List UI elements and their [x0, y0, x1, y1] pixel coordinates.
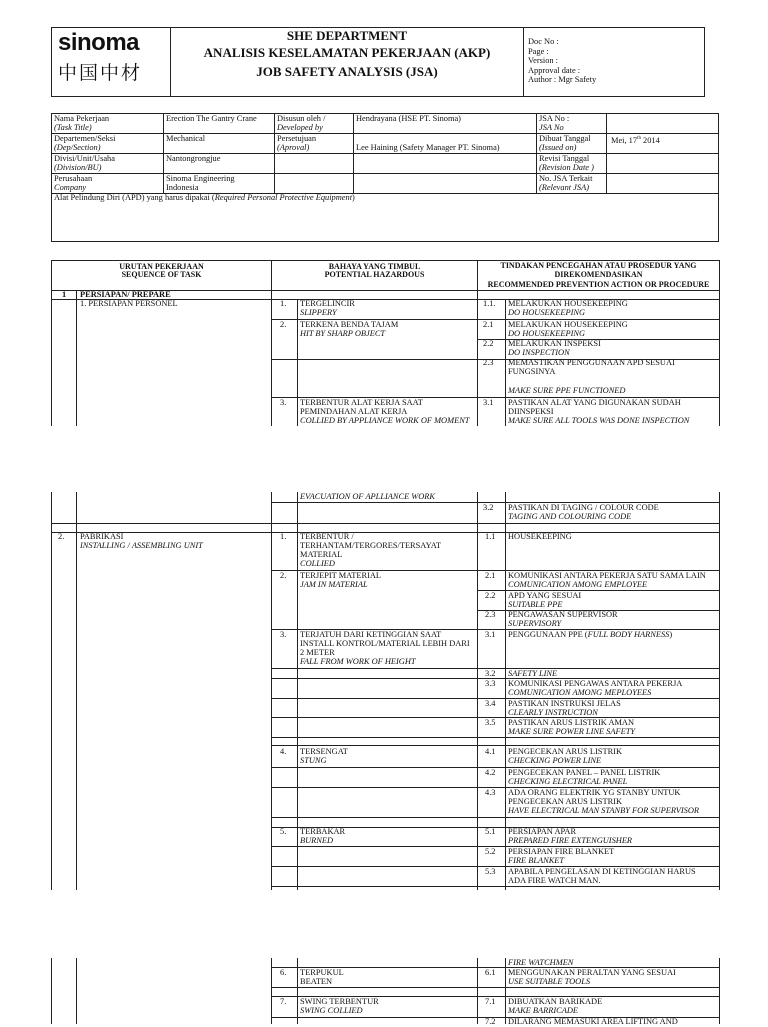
- s2-h2-id: TERJEPIT MATERIAL: [300, 571, 382, 580]
- doc-page: Page :: [528, 46, 549, 56]
- sec2-title-en: INSTALLING / ASSEMBLING UNIT: [80, 541, 203, 550]
- s2-a32-no: 3.2: [485, 669, 496, 678]
- approval-value: Lee Haining (Safety Manager PT. Sinoma): [356, 143, 500, 152]
- logo-latin-text: sinoma: [58, 29, 140, 56]
- s2-a53-id1: APABILA PENGELASAN DI KETINGGIAN HARUS: [508, 867, 696, 876]
- s1-h3-no: 3.: [280, 398, 287, 407]
- s2-a42-id: PENGECEKAN PANEL – PANEL LISTRIK: [508, 768, 661, 777]
- company-label: Perusahaan: [54, 174, 93, 183]
- s1-a22-id: MELAKUKAN INSPEKSI: [508, 339, 601, 348]
- doc-no: Doc No :: [528, 37, 559, 46]
- s2-a31-close: ): [669, 630, 673, 639]
- s1-h2-no: 2.: [280, 320, 287, 329]
- division-value: Nantongrongjue: [166, 154, 221, 163]
- s2-a35-en: MAKE SURE POWER LINE SAFETY: [508, 727, 636, 736]
- s1-a23-id1: MEMASTIKAN PENGGUNAAN APD SESUAI: [508, 358, 675, 367]
- s2-a43-id1: ADA ORANG ELEKTRIK YG STANBY UNTUK: [508, 788, 681, 797]
- dept-value: Mechanical: [166, 134, 206, 143]
- logo-chinese-text: 中国中材: [58, 62, 143, 84]
- s2-a41-id: PENGECEKAN ARUS LISTRIK: [508, 747, 622, 756]
- task-title-label: Nama Pekerjaan: [54, 114, 110, 123]
- s1-a21-no: 2.1: [483, 320, 494, 329]
- s2-a43-en: HAVE ELECTRICAL MAN STANBY FOR SUPERVISOR: [508, 806, 700, 815]
- sec1-no: 1: [62, 290, 67, 299]
- s2-a23-id: PENGAWASAN SUPERVISOR: [508, 610, 618, 619]
- s2b-a71-id: DIBUATKAN BARIKADE: [508, 997, 603, 1006]
- s2-a22-id: APD YANG SESUAI: [508, 591, 582, 600]
- apd-close: ): [352, 193, 355, 202]
- s2-a41-en: CHECKING POWER LINE: [508, 756, 602, 765]
- s2-h3-no: 3.: [280, 630, 287, 639]
- revision-label: Revisi Tanggal: [539, 154, 590, 163]
- s2-h5-en: BURNED: [300, 836, 334, 845]
- s1-a22-en: DO INSPECTION: [508, 348, 570, 357]
- developed-label-en: Developed by: [277, 123, 323, 132]
- s1-a23-no: 2.3: [483, 358, 494, 367]
- s1-a31-id2: DIINSPEKSI: [508, 407, 554, 416]
- company-value-1: Sinoma Engineering: [166, 174, 235, 183]
- apd-label-en: Required Personal Protective Equipment: [214, 193, 353, 202]
- s2-h1-id2: TERHANTAM/TERGORES/TERSAYAT: [300, 541, 441, 550]
- s1-h2-en: HIT BY SHARP OBJECT: [300, 329, 386, 338]
- s1-a11-id: MELAKUKAN HOUSEKEEPING: [508, 299, 628, 308]
- relevant-label-en: (Relevant JSA): [539, 183, 589, 192]
- issued-sup: th: [637, 136, 641, 141]
- sec2-no: 2.: [58, 532, 65, 541]
- s2-a51-en: PREPARED FIRE EXTENGUISHER: [508, 836, 633, 845]
- relevant-label: No. JSA Terkait: [539, 174, 593, 183]
- s2-h2-en: JAM IN MATERIAL: [300, 580, 368, 589]
- s2-a11-no: 1.1: [485, 532, 496, 541]
- doc-version: Version :: [528, 56, 559, 66]
- s1-h3-en: COLLIED BY APPLIANCE WORK OF MOMENT: [300, 416, 470, 425]
- division-label-en: (Division/BU): [54, 163, 102, 172]
- s2-a34-en: CLEARLY INSTRUCTION: [508, 708, 598, 717]
- sec1-title: PERSIAPAN/ PREPARE: [80, 290, 171, 299]
- s2-a52-no: 5.2: [485, 847, 496, 856]
- doc-approval-date: Approval date :: [528, 65, 581, 75]
- s2b-a71-en: MAKE BARRICADE: [508, 1006, 579, 1015]
- s2-a51-no: 5.1: [485, 827, 496, 836]
- s2-a31-id: PENGGUNAAN PPE (: [508, 630, 588, 639]
- task-title-label-en: (Task Title): [54, 123, 92, 132]
- s1b-a32-no: 3.2: [483, 503, 494, 512]
- apd-label: [54, 193, 355, 203]
- s2-a21-no: 2.1: [485, 571, 496, 580]
- s1-a11-no: 1.1.: [483, 299, 496, 308]
- s2-a43-id2: PENGECEKAN ARUS LISTRIK: [508, 797, 622, 806]
- s2-a32-en: SAFETY LINE: [508, 669, 558, 678]
- s2-a34-no: 3.4: [485, 699, 496, 708]
- s2-a33-id: KOMUNIKASI PENGAWAS ANTARA PEKERJA: [508, 679, 683, 688]
- hdr-act-3: RECOMMENDED PREVENTION ACTION OR PROCEDURE: [487, 280, 710, 289]
- s1-h2-id: TERKENA BENDA TAJAM: [300, 320, 399, 329]
- s2b-h7-no: 7.: [280, 997, 287, 1006]
- s2-a34-id: PASTIKAN INSTRUKSI JELAS: [508, 699, 621, 708]
- s2-h4-en: STUNG: [300, 756, 327, 765]
- s2-a35-id: PASTIKAN ARUS LISTRIK AMAN: [508, 718, 635, 727]
- company-logo: [58, 30, 162, 94]
- jsa-no-label-en: JSA No: [539, 123, 564, 132]
- s2-a41-no: 4.1: [485, 747, 496, 756]
- issued-label-en: (Issued on): [539, 143, 577, 152]
- issued-day: Mei, 17: [611, 135, 638, 145]
- company-value-2: Indonesia: [166, 183, 199, 192]
- s2-h2-no: 2.: [280, 571, 287, 580]
- sec2-title: PABRIKASI: [80, 532, 124, 541]
- s2-h1-no: 1.: [280, 532, 287, 541]
- s2-a31-en: FULL BODY HARNESS: [587, 630, 670, 639]
- s2b-h7-en: SWING COLLIED: [300, 1006, 363, 1015]
- s2b-a72-no: 7.2: [485, 1017, 496, 1026]
- hdr-seq-1: URUTAN PEKERJAAN: [119, 262, 204, 271]
- s2-a23-en: SUPERVISORY: [508, 619, 562, 628]
- s1b-a32-id: PASTIKAN DI TAGING / COLOUR CODE: [508, 503, 659, 512]
- dept-label: Departemen/Seksi: [54, 134, 116, 143]
- s2-h3-id1: TERJATUH DARI KETINGGIAN SAAT: [300, 630, 442, 639]
- s2-a22-no: 2.2: [485, 591, 496, 600]
- s2b-fire-watchmen: FIRE WATCHMEN: [508, 958, 574, 967]
- s2-a43-no: 4.3: [485, 788, 496, 797]
- s2b-h6-id: TERPUKUL: [300, 968, 344, 977]
- s2-a31-no: 3.1: [485, 630, 496, 639]
- issued-year: 2014: [640, 135, 660, 145]
- s2-h3-id3: 2 METER: [300, 648, 335, 657]
- s1b-a32-en: TAGING AND COLOURING CODE: [508, 512, 632, 521]
- doc-title-id: ANALISIS KESELAMATAN PEKERJAAN (AKP): [203, 45, 491, 60]
- issued-label: Dibuat Tanggal: [539, 134, 591, 143]
- s2b-a72-id: DILARANG MEMASUKI AREA LIFTING AND: [508, 1017, 678, 1026]
- s2-h5-no: 5.: [280, 827, 287, 836]
- s2-a33-en: COMUNICATION AMONG MEPLOYEES: [508, 688, 652, 697]
- s2-a52-id: PERSIAPAN FIRE BLANKET: [508, 847, 615, 856]
- approval-label-en: (Aproval): [277, 143, 310, 152]
- s2-h3-id2: INSTALL KONTROL/MATERIAL LEBIH DARI: [300, 639, 470, 648]
- s1-a21-id: MELAKUKAN HOUSEKEEPING: [508, 320, 628, 329]
- s2-a53-no: 5.3: [485, 867, 496, 876]
- hdr-seq-2: SEQUENCE OF TASK: [121, 270, 202, 279]
- s1-a22-no: 2.2: [483, 339, 494, 348]
- s1-a31-no: 3.1: [483, 398, 494, 407]
- s2-h1-id3: MATERIAL: [300, 550, 343, 559]
- s1-a11-en: DO HOUSEKEEPING: [508, 308, 585, 317]
- s2-a22-en: SUITABLE PPE: [508, 600, 563, 609]
- s2b-a61-en: USE SUITABLE TOOLS: [508, 977, 591, 986]
- s2-a33-no: 3.3: [485, 679, 496, 688]
- s2-a42-no: 4.2: [485, 768, 496, 777]
- hdr-act-2: DIREKOMENDASIKAN: [554, 270, 643, 279]
- dept-label-en: (Dep/Section): [54, 143, 101, 152]
- jsa-no-label: JSA No :: [539, 114, 570, 123]
- s2-h4-no: 4.: [280, 747, 287, 756]
- s2b-h6-no: 6.: [280, 968, 287, 977]
- developed-label: Disusun oleh /: [277, 114, 326, 123]
- dept-title: SHE DEPARTMENT: [286, 28, 408, 43]
- doc-meta: [528, 37, 596, 85]
- s1-a21-en: DO HOUSEKEEPING: [508, 329, 585, 338]
- developed-value: Hendrayana (HSE PT. Sinoma): [356, 114, 461, 123]
- s2-a52-en: FIRE BLANKET: [508, 856, 565, 865]
- s2-a35-no: 3.5: [485, 718, 496, 727]
- task-title-value: Erection The Gantry Crane: [166, 114, 257, 123]
- s2b-a71-no: 7.1: [485, 997, 496, 1006]
- s1-h1-no: 1.: [280, 299, 287, 308]
- doc-title-en: JOB SAFETY ANALYSIS (JSA): [256, 64, 438, 79]
- s2-a23-no: 2.3: [485, 610, 496, 619]
- s2-h3-en: FALL FROM WORK OF HEIGHT: [300, 657, 416, 666]
- approval-label: Persetujuan: [277, 134, 317, 143]
- s1-a23-en: MAKE SURE PPE FUNCTIONED: [508, 386, 626, 395]
- s2b-h7-id: SWING TERBENTUR: [300, 997, 379, 1006]
- s2b-a61-no: 6.1: [485, 968, 496, 977]
- revision-label-en: (Revision Date ): [539, 163, 594, 172]
- s2b-a61-id: MENGGUNAKAN PERALTAN YANG SESUAI: [508, 968, 676, 977]
- hdr-act-1: TINDAKAN PENCEGAHAN ATAU PROSEDUR YANG: [500, 261, 697, 270]
- s2-a21-id: KOMUNIKASI ANTARA PEKERJA SATU SAMA LAIN: [508, 571, 706, 580]
- s2b-h6-en: BEATEN: [300, 977, 333, 986]
- s2-h5-id: TERBAKAR: [300, 827, 346, 836]
- s1-a23-id2: FUNGSINYA: [508, 367, 556, 376]
- hdr-haz-2: POTENTIAL HAZARDOUS: [324, 270, 425, 279]
- company-label-en: Company: [54, 183, 87, 192]
- s2-a21-en: COMUNICATION AMONG EMPLOYEE: [508, 580, 648, 589]
- s2-h1-en: COLLIED: [300, 559, 335, 568]
- s2-h4-id: TERSENGAT: [300, 747, 348, 756]
- s1-a31-id1: PASTIKAN ALAT YANG DIGUNAKAN SUDAH: [508, 398, 681, 407]
- s2-a53-id2: ADA FIRE WATCH MAN.: [508, 876, 601, 885]
- s2-h1-id1: TERBENTUR /: [300, 532, 354, 541]
- s1-h3-id1: TERBENTUR ALAT KERJA SAAT: [300, 398, 423, 407]
- apd-label-id: Alat Pelindung Diri (APD) yang harus dipakai (: [54, 193, 215, 202]
- s2-a31: [508, 630, 672, 640]
- s2-a42-en: CHECKING ELECTRICAL PANEL: [508, 777, 628, 786]
- s1-h3-id2: PEMINDAHAN ALAT KERJA: [300, 407, 408, 416]
- s1b-h3-en-cont: EVACUATION OF APLLIANCE WORK: [300, 492, 436, 501]
- sec1-task: 1. PERSIAPAN PERSONEL: [80, 299, 178, 308]
- s1-a31-en: MAKE SURE ALL TOOLS WAS DONE INSPECTION: [508, 416, 690, 425]
- issued-value: [611, 134, 660, 145]
- s2-a51-id: PERSIAPAN APAR: [508, 827, 577, 836]
- s1-h1-en: SLIPPERY: [300, 308, 337, 317]
- s1-h1-id: TERGELINCIR: [300, 299, 355, 308]
- division-label: Divisi/Unit/Usaha: [54, 154, 115, 163]
- s2-a11-id: HOUSEKEEPING: [508, 532, 572, 541]
- hdr-haz-1: BAHAYA YANG TIMBUL: [328, 262, 421, 271]
- doc-author: Author : Mgr Safety: [528, 75, 597, 85]
